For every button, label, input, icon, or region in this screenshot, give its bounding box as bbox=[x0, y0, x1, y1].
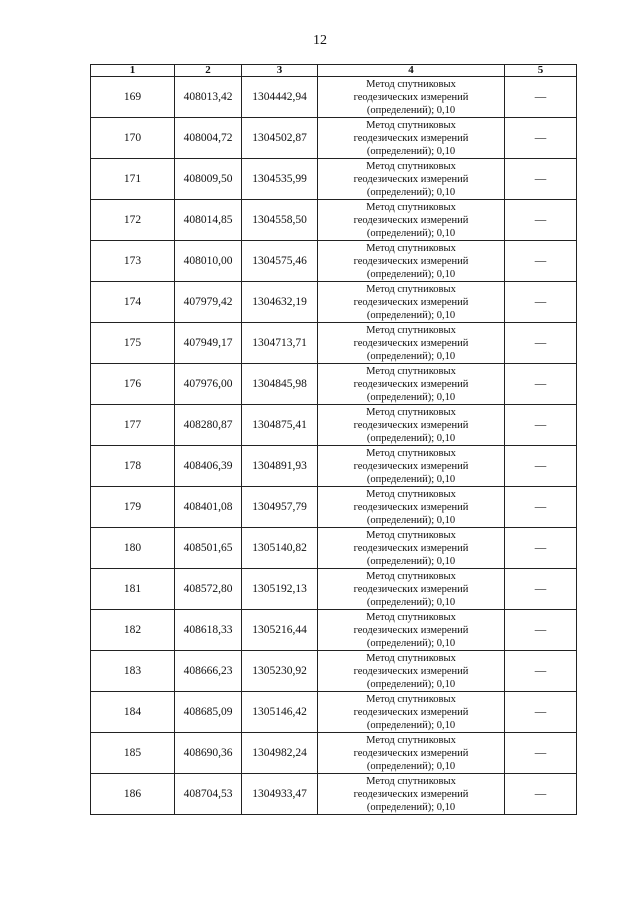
y-coordinate-cell bbox=[242, 200, 318, 241]
x-coordinate-cell bbox=[175, 692, 242, 733]
note-cell bbox=[505, 323, 577, 364]
note-cell bbox=[505, 405, 577, 446]
x-coordinate: 408406,39 bbox=[183, 460, 233, 472]
note-cell bbox=[505, 159, 577, 200]
point-number: 171 bbox=[123, 173, 142, 185]
column-header: 3 bbox=[242, 65, 318, 77]
column-header: 2 bbox=[175, 65, 242, 77]
x-coordinate: 408618,33 bbox=[183, 624, 233, 636]
note-dash: — bbox=[534, 378, 547, 390]
y-coordinate-cell bbox=[242, 241, 318, 282]
method-text: Метод спутниковых геодезических измерений (определений); 0,10 bbox=[353, 570, 469, 608]
note-dash: — bbox=[534, 337, 547, 349]
point-number: 173 bbox=[123, 255, 142, 267]
x-coordinate-cell bbox=[175, 282, 242, 323]
y-coordinate: 1304632,19 bbox=[252, 296, 307, 308]
x-coordinate-cell bbox=[175, 446, 242, 487]
y-coordinate-cell bbox=[242, 651, 318, 692]
page-number: 12 bbox=[313, 33, 327, 48]
x-coordinate: 408280,87 bbox=[183, 419, 233, 431]
point-number: 182 bbox=[123, 624, 142, 636]
method-cell bbox=[318, 241, 505, 282]
method-text: Метод спутниковых геодезических измерений (определений); 0,10 bbox=[353, 242, 469, 280]
table-row bbox=[91, 528, 577, 569]
method-cell bbox=[318, 323, 505, 364]
method-text: Метод спутниковых геодезических измерений (определений); 0,10 bbox=[353, 734, 469, 772]
x-coordinate-cell bbox=[175, 774, 242, 815]
point-number-cell bbox=[91, 241, 175, 282]
note-cell bbox=[505, 487, 577, 528]
x-coordinate-cell bbox=[175, 610, 242, 651]
table-row bbox=[91, 733, 577, 774]
point-number: 176 bbox=[123, 378, 142, 390]
method-cell bbox=[318, 200, 505, 241]
y-coordinate: 1304891,93 bbox=[252, 460, 307, 472]
method-cell bbox=[318, 569, 505, 610]
coordinates-table bbox=[90, 64, 577, 815]
x-coordinate: 408666,23 bbox=[183, 665, 233, 677]
point-number: 178 bbox=[123, 460, 142, 472]
x-coordinate: 407979,42 bbox=[183, 296, 233, 308]
note-dash: — bbox=[534, 542, 547, 554]
point-number: 177 bbox=[123, 419, 142, 431]
note-cell bbox=[505, 118, 577, 159]
column-header: 4 bbox=[318, 65, 505, 77]
note-cell bbox=[505, 569, 577, 610]
y-coordinate: 1305230,92 bbox=[252, 665, 307, 677]
x-coordinate-cell bbox=[175, 364, 242, 405]
point-number: 185 bbox=[123, 747, 142, 759]
x-coordinate: 408401,08 bbox=[183, 501, 233, 513]
point-number: 186 bbox=[123, 788, 142, 800]
point-number-cell bbox=[91, 651, 175, 692]
method-cell bbox=[318, 118, 505, 159]
x-coordinate-cell bbox=[175, 651, 242, 692]
x-coordinate: 408009,50 bbox=[183, 173, 233, 185]
method-text: Метод спутниковых геодезических измерений (определений); 0,10 bbox=[353, 447, 469, 485]
method-text: Метод спутниковых геодезических измерений (определений); 0,10 bbox=[353, 488, 469, 526]
note-dash: — bbox=[534, 173, 547, 185]
y-coordinate-cell bbox=[242, 405, 318, 446]
note-dash: — bbox=[534, 460, 547, 472]
point-number-cell bbox=[91, 159, 175, 200]
y-coordinate-cell bbox=[242, 446, 318, 487]
y-coordinate: 1304875,41 bbox=[252, 419, 307, 431]
table-row bbox=[91, 692, 577, 733]
method-text: Метод спутниковых геодезических измерений (определений); 0,10 bbox=[353, 529, 469, 567]
x-coordinate-cell bbox=[175, 241, 242, 282]
point-number-cell bbox=[91, 282, 175, 323]
method-cell bbox=[318, 774, 505, 815]
table-row bbox=[91, 610, 577, 651]
x-coordinate-cell bbox=[175, 159, 242, 200]
method-cell bbox=[318, 77, 505, 118]
point-number-cell bbox=[91, 200, 175, 241]
table-row bbox=[91, 446, 577, 487]
y-coordinate: 1304558,50 bbox=[252, 214, 307, 226]
y-coordinate: 1305146,42 bbox=[252, 706, 307, 718]
note-cell bbox=[505, 528, 577, 569]
y-coordinate-cell bbox=[242, 610, 318, 651]
note-dash: — bbox=[534, 706, 547, 718]
x-coordinate-cell bbox=[175, 405, 242, 446]
table-row bbox=[91, 118, 577, 159]
y-coordinate-cell bbox=[242, 569, 318, 610]
method-cell bbox=[318, 487, 505, 528]
method-text: Метод спутниковых геодезических измерений (определений); 0,10 bbox=[353, 283, 469, 321]
point-number-cell bbox=[91, 77, 175, 118]
note-dash: — bbox=[534, 624, 547, 636]
note-dash: — bbox=[534, 296, 547, 308]
method-text: Метод спутниковых геодезических измерений (определений); 0,10 bbox=[353, 365, 469, 403]
y-coordinate: 1305192,13 bbox=[252, 583, 307, 595]
note-dash: — bbox=[534, 419, 547, 431]
method-text: Метод спутниковых геодезических измерений (определений); 0,10 bbox=[353, 693, 469, 731]
method-cell bbox=[318, 282, 505, 323]
note-dash: — bbox=[534, 501, 547, 513]
note-cell bbox=[505, 774, 577, 815]
table-row bbox=[91, 282, 577, 323]
y-coordinate-cell bbox=[242, 528, 318, 569]
method-text: Метод спутниковых геодезических измерений (определений); 0,10 bbox=[353, 201, 469, 239]
y-coordinate: 1304845,98 bbox=[252, 378, 307, 390]
x-coordinate-cell bbox=[175, 77, 242, 118]
point-number: 179 bbox=[123, 501, 142, 513]
method-text: Метод спутниковых геодезических измерений (определений); 0,10 bbox=[353, 775, 469, 813]
table-header-row bbox=[91, 65, 577, 77]
point-number: 172 bbox=[123, 214, 142, 226]
point-number-cell bbox=[91, 364, 175, 405]
note-cell bbox=[505, 282, 577, 323]
method-text: Метод спутниковых геодезических измерений (определений); 0,10 bbox=[353, 119, 469, 157]
method-cell bbox=[318, 364, 505, 405]
point-number-cell bbox=[91, 323, 175, 364]
x-coordinate-cell bbox=[175, 528, 242, 569]
table-row bbox=[91, 241, 577, 282]
note-cell bbox=[505, 241, 577, 282]
method-cell bbox=[318, 159, 505, 200]
x-coordinate: 408572,80 bbox=[183, 583, 233, 595]
point-number: 183 bbox=[123, 665, 142, 677]
y-coordinate-cell bbox=[242, 692, 318, 733]
y-coordinate: 1305216,44 bbox=[252, 624, 307, 636]
x-coordinate: 408685,09 bbox=[183, 706, 233, 718]
x-coordinate: 407976,00 bbox=[183, 378, 233, 390]
point-number-cell bbox=[91, 733, 175, 774]
note-dash: — bbox=[534, 665, 547, 677]
note-cell bbox=[505, 610, 577, 651]
x-coordinate-cell bbox=[175, 323, 242, 364]
note-cell bbox=[505, 446, 577, 487]
table-row bbox=[91, 774, 577, 815]
point-number-cell bbox=[91, 446, 175, 487]
point-number: 175 bbox=[123, 337, 142, 349]
note-dash: — bbox=[534, 788, 547, 800]
y-coordinate-cell bbox=[242, 364, 318, 405]
table-row bbox=[91, 569, 577, 610]
x-coordinate: 408010,00 bbox=[183, 255, 233, 267]
column-header: 5 bbox=[505, 65, 577, 77]
x-coordinate: 408014,85 bbox=[183, 214, 233, 226]
note-dash: — bbox=[534, 747, 547, 759]
y-coordinate-cell bbox=[242, 118, 318, 159]
table-row bbox=[91, 364, 577, 405]
point-number-cell bbox=[91, 774, 175, 815]
point-number-cell bbox=[91, 487, 175, 528]
y-coordinate: 1304575,46 bbox=[252, 255, 307, 267]
method-text: Метод спутниковых геодезических измерений (определений); 0,10 bbox=[353, 406, 469, 444]
y-coordinate: 1304502,87 bbox=[252, 132, 307, 144]
method-text: Метод спутниковых геодезических измерений (определений); 0,10 bbox=[353, 78, 469, 116]
x-coordinate-cell bbox=[175, 487, 242, 528]
y-coordinate-cell bbox=[242, 282, 318, 323]
table-row bbox=[91, 487, 577, 528]
y-coordinate-cell bbox=[242, 323, 318, 364]
note-dash: — bbox=[534, 132, 547, 144]
y-coordinate-cell bbox=[242, 733, 318, 774]
method-cell bbox=[318, 651, 505, 692]
point-number-cell bbox=[91, 610, 175, 651]
point-number: 169 bbox=[123, 91, 142, 103]
method-text: Метод спутниковых геодезических измерений (определений); 0,10 bbox=[353, 652, 469, 690]
method-text: Метод спутниковых геодезических измерений (определений); 0,10 bbox=[353, 611, 469, 649]
x-coordinate-cell bbox=[175, 118, 242, 159]
note-cell bbox=[505, 364, 577, 405]
note-dash: — bbox=[534, 214, 547, 226]
table-row bbox=[91, 651, 577, 692]
x-coordinate: 408704,53 bbox=[183, 788, 233, 800]
y-coordinate: 1304933,47 bbox=[252, 788, 307, 800]
note-dash: — bbox=[534, 583, 547, 595]
note-cell bbox=[505, 77, 577, 118]
note-cell bbox=[505, 200, 577, 241]
y-coordinate-cell bbox=[242, 77, 318, 118]
y-coordinate: 1304982,24 bbox=[252, 747, 307, 759]
method-cell bbox=[318, 610, 505, 651]
table-row bbox=[91, 159, 577, 200]
method-cell bbox=[318, 405, 505, 446]
x-coordinate: 408004,72 bbox=[183, 132, 233, 144]
x-coordinate: 408690,36 bbox=[183, 747, 233, 759]
note-cell bbox=[505, 651, 577, 692]
y-coordinate: 1304957,79 bbox=[252, 501, 307, 513]
point-number: 180 bbox=[123, 542, 142, 554]
x-coordinate: 408501,65 bbox=[183, 542, 233, 554]
method-cell bbox=[318, 446, 505, 487]
point-number-cell bbox=[91, 118, 175, 159]
y-coordinate: 1304442,94 bbox=[252, 91, 307, 103]
point-number-cell bbox=[91, 528, 175, 569]
x-coordinate-cell bbox=[175, 569, 242, 610]
x-coordinate: 407949,17 bbox=[183, 337, 233, 349]
y-coordinate-cell bbox=[242, 159, 318, 200]
point-number: 184 bbox=[123, 706, 142, 718]
y-coordinate-cell bbox=[242, 774, 318, 815]
method-cell bbox=[318, 733, 505, 774]
method-cell bbox=[318, 528, 505, 569]
table-row bbox=[91, 77, 577, 118]
table-row bbox=[91, 323, 577, 364]
table-row bbox=[91, 405, 577, 446]
column-header: 1 bbox=[91, 65, 175, 77]
y-coordinate: 1305140,82 bbox=[252, 542, 307, 554]
note-dash: — bbox=[534, 255, 547, 267]
table-row bbox=[91, 200, 577, 241]
x-coordinate: 408013,42 bbox=[183, 91, 233, 103]
point-number-cell bbox=[91, 569, 175, 610]
method-text: Метод спутниковых геодезических измерений (определений); 0,10 bbox=[353, 160, 469, 198]
method-cell bbox=[318, 692, 505, 733]
point-number: 174 bbox=[123, 296, 142, 308]
note-cell bbox=[505, 692, 577, 733]
note-dash: — bbox=[534, 91, 547, 103]
note-cell bbox=[505, 733, 577, 774]
point-number: 170 bbox=[123, 132, 142, 144]
y-coordinate: 1304535,99 bbox=[252, 173, 307, 185]
point-number-cell bbox=[91, 405, 175, 446]
x-coordinate-cell bbox=[175, 733, 242, 774]
y-coordinate-cell bbox=[242, 487, 318, 528]
point-number: 181 bbox=[123, 583, 142, 595]
method-text: Метод спутниковых геодезических измерений (определений); 0,10 bbox=[353, 324, 469, 362]
x-coordinate-cell bbox=[175, 200, 242, 241]
point-number-cell bbox=[91, 692, 175, 733]
y-coordinate: 1304713,71 bbox=[252, 337, 307, 349]
